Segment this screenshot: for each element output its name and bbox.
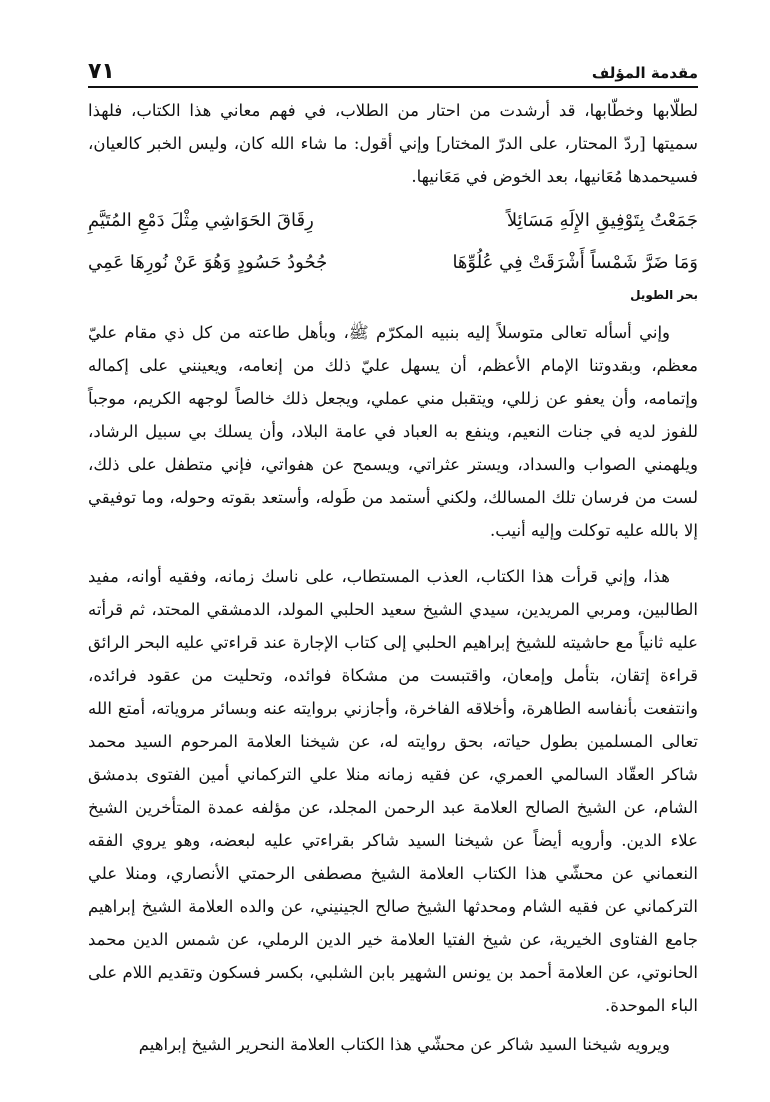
poem-verse-1 [88,200,698,242]
section-title: مقدمة المؤلف [591,64,698,82]
paragraph-3-text: هذا، وإني قرأت هذا الكتاب، العذب المستطاب، على ناسك زمانه، وفقيه أوانه، مفيد الطالبين، ومربي المريدين، سيدي الشيخ سعيد الحلبي المولد، الدمشقي المحتد، ثم قرأته عليه ثانياً مع حاشيته للشيخ إبراهيم الحلبي إلى كتاب الإجارة عند قراءتي عليه البحر الرائق قراءة إتقان، بتأمل وإمعان، واقتبست من مشكاة فوائده، وتحليت من عقود فرائده، وانتفعت بأنفاسه الطاهرة، وأخلاقه الفاخرة، وأجازني بروايته عنه وبسائر مروياته، أمتع الله تعالى المسلمين بطول حياته، بحق روايته له، عن شيخنا العلامة المرحوم السيد محمد شاكر العقّاد السالمي العمري، عن فقيه زمانه منلا علي التركماني أمين الفتوى بدمشق الشام، عن الشيخ الصالح العلامة عبد الرحمن المجلد، عن مؤلفه عمدة المتأخرين الشيخ علاء الدين. وأرويه أيضاً عن شيخنا السيد شاكر بقراءتي عليه لبعضه، وهو يروي الفقه النعماني عن محشّي هذا الكتاب العلامة الشيخ مصطفى الرحمتي الأنصاري، ومنلا علي التركماني عن فقيه الشام ومحدثها الشيخ صالح الجينيني، عن والده العلامة الشيخ إبراهيم جامع الفتاوى الخيرية، عن شيخ الفتيا العلامة خير الدين الرملي، عن شمس الدين محمد الحانوتي، عن العلامة أحمد بن يونس الشهير بابن الشلبي، بكسر فسكون وتقديم اللام على الباء الموحدة. [88,567,698,1015]
poem-verse-2 [88,242,698,284]
verse-1-first-hemistich: جَمَعْتُ بِتَوْفِيقِ الإِلَهِ مَسَائِلاً [506,210,698,231]
paragraph-2-text: وإني أسأله تعالى متوسلاً إليه بنبيه المكرّم ﷺ، وبأهل طاعته من كل ذي مقام عليّ معظم، وبقدوتنا الإمام الأعظم، أن يسهل عليّ ذلك من إنعامه، ويعينني على إكماله وإتمامه، وأن يعفو عن زللي، ويتقبل مني عملي، ويجعل ذلك خالصاً لوجهه الكريم، موجباً للفوز لديه في جنات النعيم، وينفع به العباد في عامة البلاد، وأن يسلك بي سبيل الرشاد، ويلهمني الصواب والسداد، ويستر عثراتي، ويسمح عن هفواتي، فإني متطفل على ذلك، لست من فرسان تلك المسالك، ولكني أستمد من طَوله، وأستعد بقوته وحوله، وما توفيقي إلا بالله عليه توكلت وإليه أنيب. [88,323,698,540]
poem-meter-label: بحر الطويل [630,288,698,302]
verse-2-second-hemistich: جُحُودُ حَسُودٍ وَهُوَ عَنْ نُورِهَا عَمِي [88,252,328,273]
verse-1-second-hemistich: رِقَاقَ الحَوَاشِي مِثْلَ دَمْعِ المُتَيَّمِ [88,210,314,231]
paragraph-1 [88,94,698,193]
paragraph-2 [88,316,698,547]
verse-2-first-hemistich: وَمَا ضَرَّ شَمْساً أَشْرَقَتْ فِي عُلُوِّهَا [452,252,698,273]
paragraph-1-text: لطلّابها وخطّابها، قد أرشدت من احتار من الطلاب، في فهم معاني هذا الكتاب، فلهذا سميتها [ردّ المحتار، على الدرّ المختار] وإني أقول: ما شاء الله كان، وليس الخبر كالعيان، فسيحمدها مُعَانيها، بعد الخوض في مَعَانيها. [88,101,698,186]
running-header [88,52,698,88]
page-number: ٧١ [88,59,115,84]
paragraph-4 [88,1028,698,1061]
poem [88,200,698,284]
paragraph-3 [88,560,698,1022]
paragraph-4-text: ويرويه شيخنا السيد شاكر عن محشّي هذا الكتاب العلامة النحرير الشيخ إبراهيم [138,1035,670,1054]
